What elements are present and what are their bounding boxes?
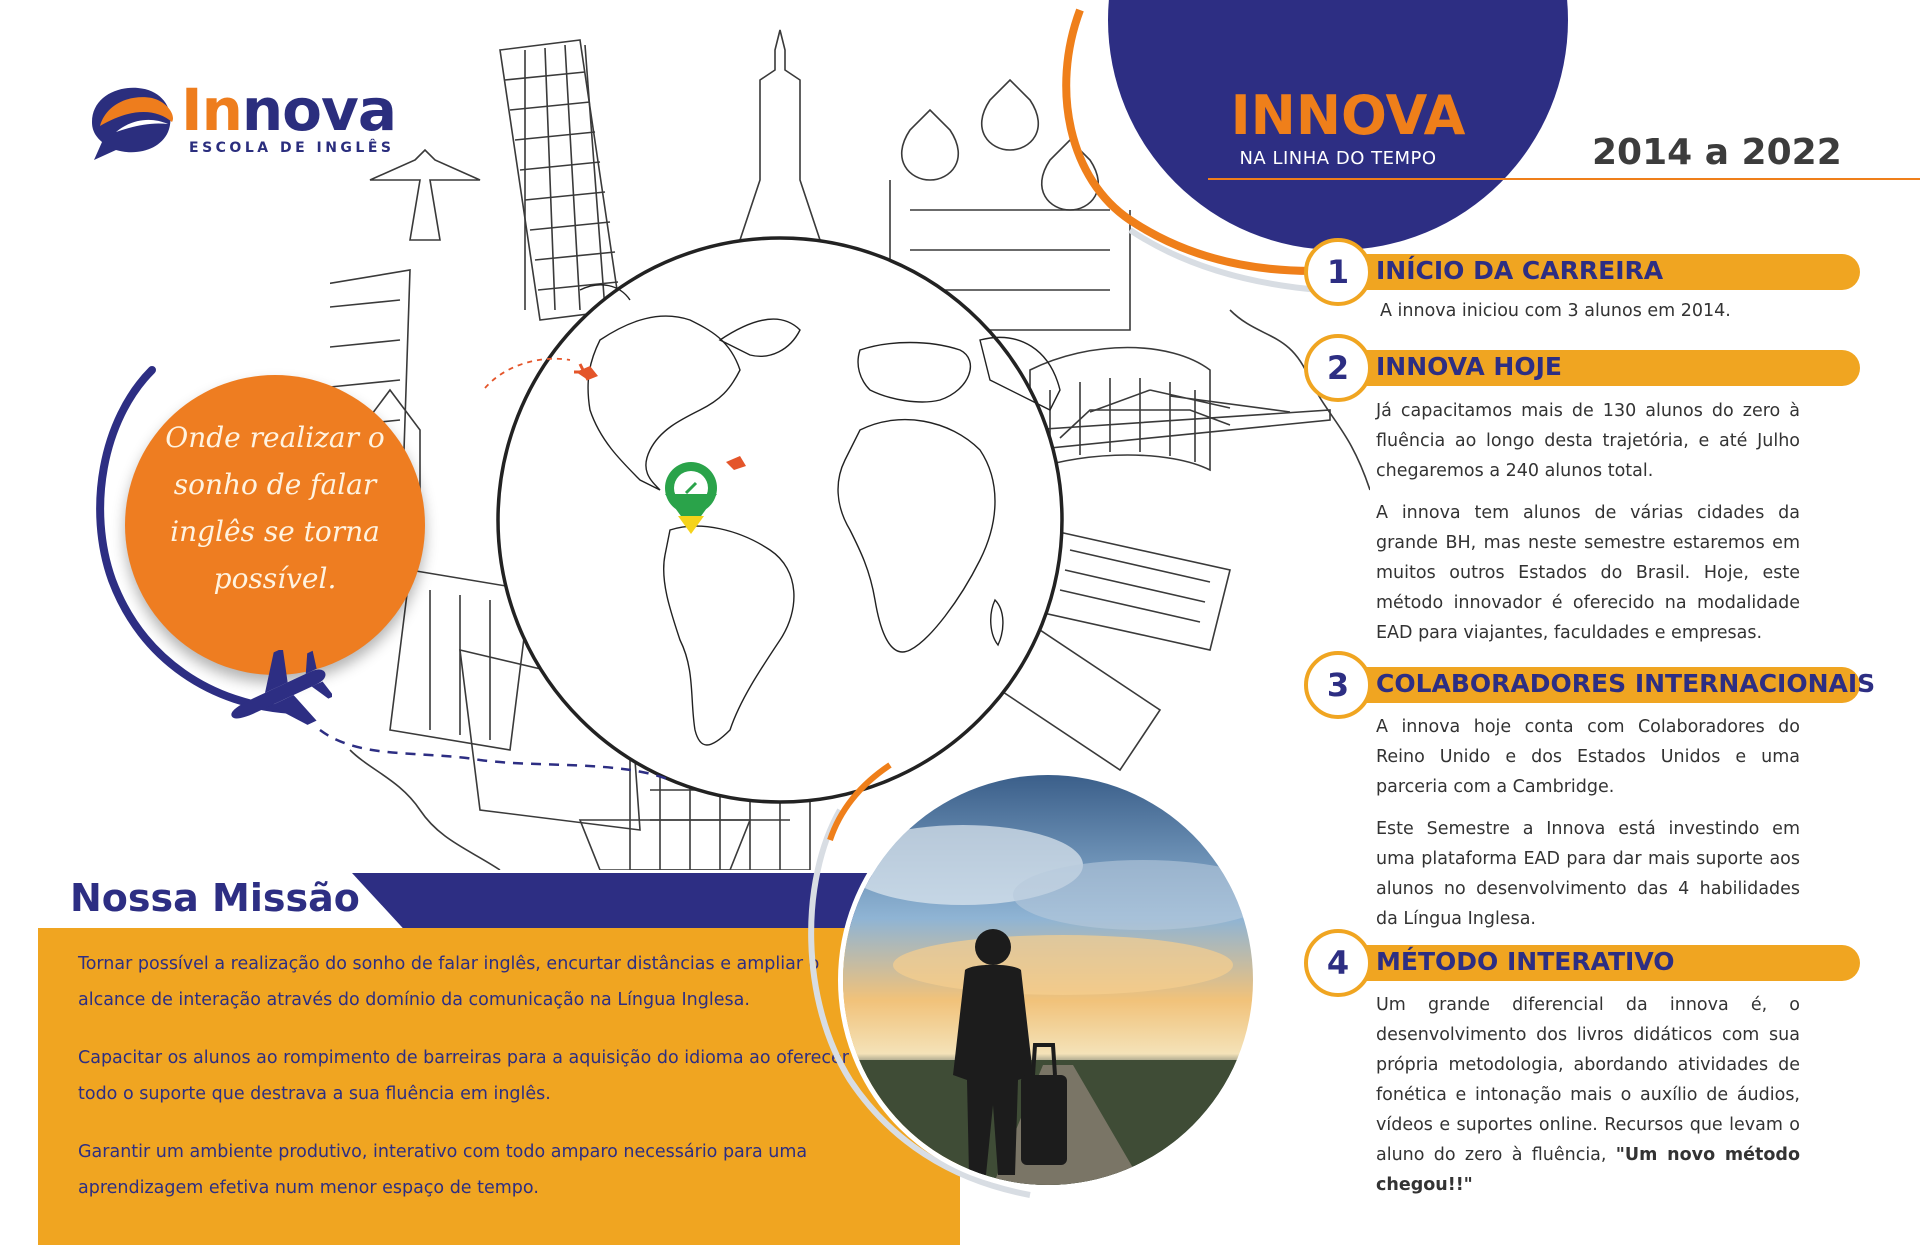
timeline-title: COLABORADORES INTERNACIONAIS xyxy=(1376,669,1876,698)
mission-band xyxy=(352,873,872,935)
timeline-paragraph: Um grande diferencial da innova é, o desenvolvimento dos livros didáticos com sua própria metodologia, abordando atividades de fonética e intonação mais o auxílio de áudios, vídeos e suportes online. Recursos que levam o aluno do zero à fluência, xyxy=(1376,995,1800,1165)
logo-wordmark: Innova xyxy=(181,76,396,144)
quote-line: Onde realizar o xyxy=(165,421,385,454)
header-title: INNOVA xyxy=(1230,84,1466,147)
years-range: 2014 a 2022 xyxy=(1592,132,1842,173)
quote-text xyxy=(150,414,400,602)
timeline-title: INNOVA HOJE xyxy=(1376,352,1562,381)
mission-paragraph: Tornar possível a realização do sonho de falar inglês, encurtar distâncias e ampliar o alcance de interação através do domínio da comunicação na Língua Inglesa. xyxy=(78,954,820,1010)
timeline-text xyxy=(1376,990,1800,1200)
quote-line: sonho de falar xyxy=(173,468,377,501)
timeline-text xyxy=(1380,296,1800,338)
timeline-title: MÉTODO INTERATIVO xyxy=(1376,947,1675,976)
timeline-highlight: "Um novo método chegou!!" xyxy=(1376,1145,1800,1195)
timeline-text xyxy=(1376,712,1800,946)
timeline-paragraph: A innova tem alunos de várias cidades da grande BH, mas neste semestre estaremos em muitos outros Estados do Brasil. Hoje, este método innovador é oferecido na modalidade EAD para viajantes, faculdades e empresas. xyxy=(1376,503,1800,643)
timeline-number: 1 xyxy=(1304,238,1372,306)
mission-paragraph: Capacitar os alunos ao rompimento de barreiras para a aquisição do idioma ao oferecer todo o suporte que destrava a sua fluência em inglês. xyxy=(78,1048,849,1104)
logo-tagline: ESCOLA DE INGLÊS xyxy=(189,140,395,156)
traveler-photo-image xyxy=(843,775,1253,1185)
timeline-number: 3 xyxy=(1304,651,1372,719)
logo-speech-bubble-icon xyxy=(86,82,178,162)
quote-line: inglês se torna xyxy=(170,515,380,548)
timeline-paragraph: A innova hoje conta com Colaboradores do Reino Unido e dos Estados Unidos e uma parceria com a Cambridge. xyxy=(1376,717,1800,797)
timeline-title: INÍCIO DA CARREIRA xyxy=(1376,256,1664,285)
mission-title: Nossa Missão xyxy=(70,876,360,920)
timeline-number: 2 xyxy=(1304,334,1372,402)
timeline-number: 4 xyxy=(1304,929,1372,997)
mission-paragraph: Garantir um ambiente produtivo, interativo com todo amparo necessário para uma aprendizagem efetiva num menor espaço de tempo. xyxy=(78,1142,808,1198)
header-underline xyxy=(1208,178,1920,180)
airplane-icon xyxy=(222,650,332,740)
timeline-paragraph: Já capacitamos mais de 130 alunos do zero à fluência ao longo desta trajetória, e até Julho chegaremos a 240 alunos total. xyxy=(1376,401,1800,481)
timeline-paragraph: Este Semestre a Innova está investindo em uma plataforma EAD para dar mais suporte aos alunos no desenvolvimento das 4 habilidades da Língua Inglesa. xyxy=(1376,819,1800,929)
timeline-text xyxy=(1376,396,1800,660)
timeline-paragraph: A innova iniciou com 3 alunos em 2014. xyxy=(1380,301,1731,321)
mission-text xyxy=(78,946,878,1228)
traveler-photo xyxy=(838,770,1258,1190)
header-subtitle: NA LINHA DO TEMPO xyxy=(1239,148,1437,169)
quote-line: possível. xyxy=(213,562,337,595)
